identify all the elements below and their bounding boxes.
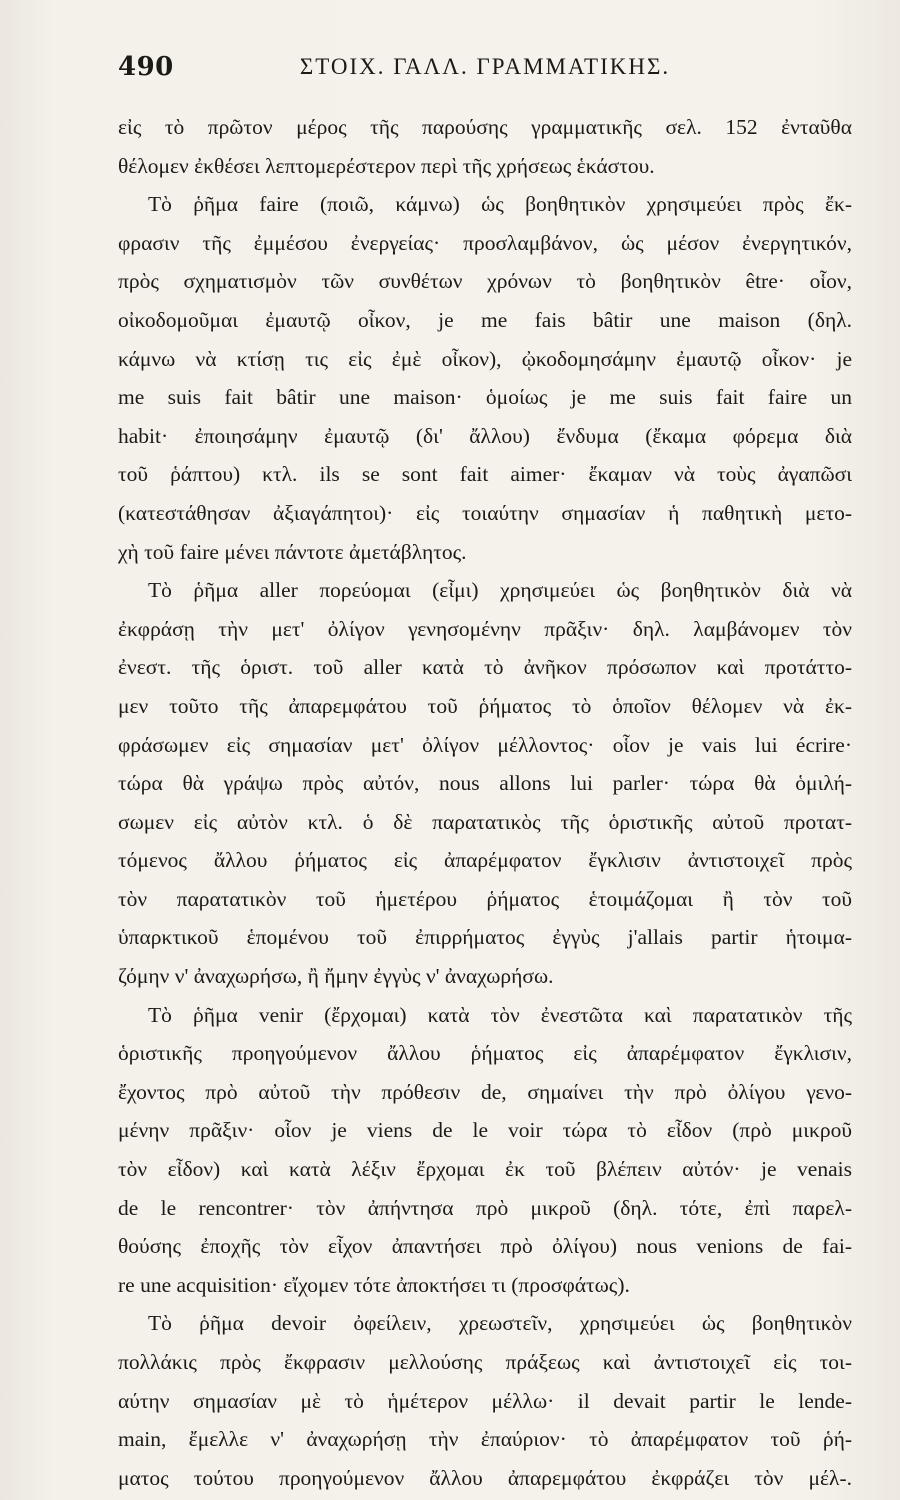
text-line: ὑπαρκτικοῦ ἑπομένου τοῦ ἐπιρρήματος ἐγγὺς j'allais partir ἡτοιμα- [118,925,852,950]
text-line: θέλομεν ἐκθέσει λεπτομερέστερον περὶ τῆς χρήσεως ἑκάστου. [118,153,655,178]
text-line: ὁριστικῆς προηγούμενον ἄλλου ῥήματος εἰς ἀπαρέμφατον ἔγκλισιν, [118,1041,852,1066]
text-line: εἰς τὸ πρῶτον μέρος τῆς παρούσης γραμματικῆς σελ. 152 ἐνταῦθα [118,115,852,139]
running-head: ΣΤΟΙΧ. ΓΑΛΛ. ΓΡΑΜΜΑΤΙΚΗΣ. [299,54,671,79]
text-line: Τὸ ῥῆμα faire (ποιῶ, κάμνω) ὡς βοηθητικὸν χρησιμεύει πρὸς ἔκ- [148,192,852,217]
text-line: de le rencontrer· τὸν ἀπήντησα πρὸ μικροῦ (δηλ. τότε, ἐπὶ παρελ- [118,1195,852,1220]
text-line: σωμεν εἰς αὐτὸν κτλ. ὁ δὲ παρατατικὸς τῆς ὁριστικῆς αὐτοῦ προτατ- [118,809,852,834]
text-line: τὸν παρατατικὸν τοῦ ἡμετέρου ῥήματος ἑτοιμάζομαι ἢ τὸν τοῦ [118,886,852,911]
text-line: (κατεστάθησαν ἀξιαγάπητοι)· εἰς τοιαύτην σημασίαν ἡ παθητικὴ μετο- [118,500,852,525]
text-line: ματος τούτου προηγούμενον ἄλλου ἀπαρεμφάτου ἐκφράζει τὸν μέλ-. [118,1465,852,1490]
text-line: Τὸ ῥῆμα venir (ἔρχομαι) κατὰ τὸν ἐνεστῶτα καὶ παρατατικὸν τῆς [148,1002,852,1027]
text-line: φράσωμεν εἰς σημασίαν μετ' ὀλίγον μέλλοντος· οἷον je vais lui écrire· [118,732,852,757]
text-line: Τὸ ῥῆμα aller πορεύομαι (εἶμι) χρησιμεύει ὡς βοηθητικὸν διὰ νὰ [148,578,852,603]
text-line: τοῦ ῥάπτου) κτλ. ils se sont fait aimer· ἔκαμαν νὰ τοὺς ἀγαπῶσι [118,462,852,487]
text-line: μένην πρᾶξιν· οἷον je viens de le voir τώρα τὸ εἶδον (πρὸ μικροῦ [118,1118,852,1143]
text-line: re une acquisition· εἴχομεν τότε ἀποκτήσει τι (προσφάτως). [118,1272,630,1297]
text-line: ἐνεστ. τῆς ὁριστ. τοῦ aller κατὰ τὸ ἀνῆκον πρόσωπον καὶ προτάττο- [118,655,852,680]
text-line: ἔχοντος πρὸ αὐτοῦ τὴν πρόθεσιν de, σημαίνει τὴν πρὸ ὀλίγου γενο- [118,1079,852,1104]
text-line: θούσης ἐποχῆς τὸν εἶχον ἀπαντήσει πρὸ ὀλίγου) nous venions de fai- [118,1234,852,1259]
text-line: main, ἔμελλε ν' ἀναχωρήσῃ τὴν ἐπαύριον· τὸ ἀπαρέμφατον τοῦ ῥή- [118,1427,852,1452]
page-number: 490 [118,52,174,82]
text-line: ζόμην ν' ἀναχωρήσω, ἢ ἤμην ἐγγὺς ν' ἀναχωρήσω. [118,964,554,989]
text-line: habit· ἐποιησάμην ἐμαυτῷ (δι' ἄλλου) ἔνδυμα (ἔκαμα φόρεμα διὰ [118,423,852,448]
text-line: χὴ τοῦ faire μένει πάντοτε ἀμετάβλητος. [118,539,467,564]
text-line: κάμνω νὰ κτίσῃ τις εἰς ἐμὲ οἶκον), ᾠκοδομησάμην ἐμαυτῷ οἶκον· je [118,346,852,371]
text-line: ἐκφράσῃ τὴν μετ' ὀλίγον γενησομένην πρᾶξιν· δηλ. λαμβάνομεν τὸν [118,616,852,641]
text-line: τόμενος ἄλλου ῥήματος εἰς ἀπαρέμφατον ἔγκλισιν ἀντιστοιχεῖ πρὸς [118,848,852,873]
text-line: οἰκοδομοῦμαι ἐμαυτῷ οἶκον, je me fais bâtir une maison (δηλ. [118,307,852,332]
text-line: Τὸ ῥῆμα devoir ὀφείλειν, χρεωστεῖν, χρησιμεύει ὡς βοηθητικὸν [148,1311,852,1336]
text-line: πολλάκις πρὸς ἔκφρασιν μελλούσης πράξεως καὶ ἀντιστοιχεῖ εἰς τοι- [118,1350,852,1374]
page-header [118,52,852,92]
text-line: πρὸς σχηματισμὸν τῶν συνθέτων χρόνων τὸ βοηθητικὸν être· οἷον, [118,269,852,294]
text-line: τὸν εἶδον) καὶ κατὰ λέξιν ἔρχομαι ἐκ τοῦ βλέπειν αὐτόν· je venais [118,1157,852,1182]
body-text [118,108,852,1497]
text-line: φρασιν τῆς ἐμμέσου ἐνεργείας· προσλαμβάνον, ὡς μέσον ἐνεργητικόν, [118,230,852,255]
text-line: μεν τοῦτο τῆς ἀπαρεμφάτου τοῦ ῥήματος τὸ ὁποῖον θέλομεν νὰ ἐκ- [118,693,852,718]
text-line: me suis fait bâtir une maison· ὁμοίως je me suis fait faire un [118,385,852,410]
text-line: τώρα θὰ γράψω πρὸς αὐτόν, nous allons lui parler· τώρα θὰ ὁμιλή- [118,771,852,796]
text-line: αύτην σημασίαν μὲ τὸ ἡμέτερον μέλλω· il devait partir le lende- [118,1388,852,1413]
